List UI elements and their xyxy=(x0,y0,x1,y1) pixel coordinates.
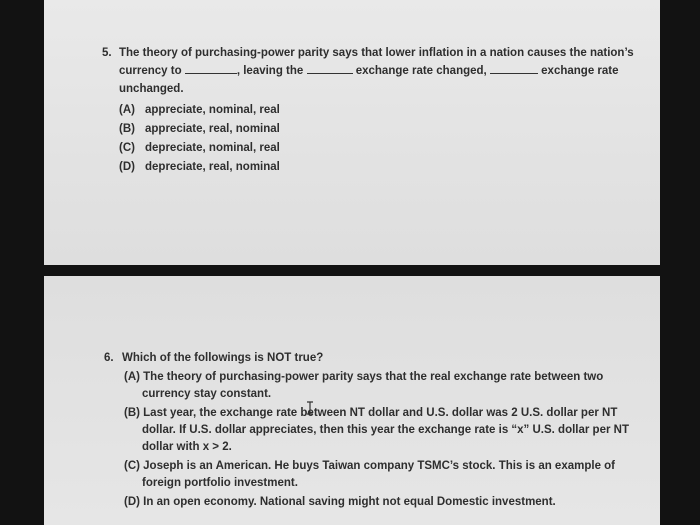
option-label: (C) xyxy=(119,142,135,154)
question-5-text-d: exchange rate xyxy=(541,65,619,77)
question-5-text-b: , leaving the xyxy=(236,65,304,77)
option-6d-line-1: (D) In an open economy. National saving might not equal Domestic investment. xyxy=(124,496,556,508)
option-6c-line-2: foreign portfolio investment. xyxy=(142,477,298,489)
option-6a-line-2: currency stay constant. xyxy=(142,388,272,400)
question-5-line-3: unchanged. xyxy=(119,83,184,95)
question-6-number: 6. xyxy=(104,352,114,364)
question-5-line-2 xyxy=(119,62,619,80)
option-5c xyxy=(119,139,280,157)
blank-3 xyxy=(490,63,538,74)
option-6a-line-1: (A) The theory of purchasing-power parity says that the real exchange rate between two xyxy=(124,371,604,383)
option-5d xyxy=(119,158,280,176)
question-5-text-c: exchange rate changed, xyxy=(355,65,487,77)
question-6-stem: Which of the followings is NOT true? xyxy=(122,352,324,364)
option-6b-line-1: (B) Last year, the exchange rate between NT dollar and U.S. dollar was 2 U.S. dollar per NT xyxy=(124,407,618,419)
option-label: (D) xyxy=(119,161,135,173)
option-text: depreciate, nominal, real xyxy=(145,142,280,154)
option-text: depreciate, real, nominal xyxy=(145,161,280,173)
option-5b xyxy=(119,120,280,138)
option-text: appreciate, real, nominal xyxy=(145,123,280,135)
blank-2 xyxy=(307,63,353,74)
option-6c-line-1: (C) Joseph is an American. He buys Taiwan company TSMC’s stock. This is an example of xyxy=(124,460,616,472)
option-text: appreciate, nominal, real xyxy=(145,104,280,116)
option-label: (A) xyxy=(119,104,135,116)
question-6-card xyxy=(44,276,660,525)
question-5 xyxy=(102,44,654,244)
text-cursor-icon xyxy=(306,401,314,415)
question-5-line-1: The theory of purchasing-power parity says that lower inflation in a nation causes the nation’s xyxy=(119,47,634,59)
blank-1 xyxy=(185,63,237,74)
question-5-text-a: currency to xyxy=(119,65,182,77)
option-label: (B) xyxy=(119,123,135,135)
question-5-number: 5. xyxy=(102,47,112,59)
question-5-card xyxy=(44,0,660,265)
question-6 xyxy=(104,349,654,519)
option-6b-line-3: dollar with x > 2. xyxy=(142,441,232,453)
option-5a xyxy=(119,101,280,119)
option-6b-line-2: dollar. If U.S. dollar appreciates, then this year the exchange rate is “x” U.S. dollar per NT xyxy=(142,424,629,436)
